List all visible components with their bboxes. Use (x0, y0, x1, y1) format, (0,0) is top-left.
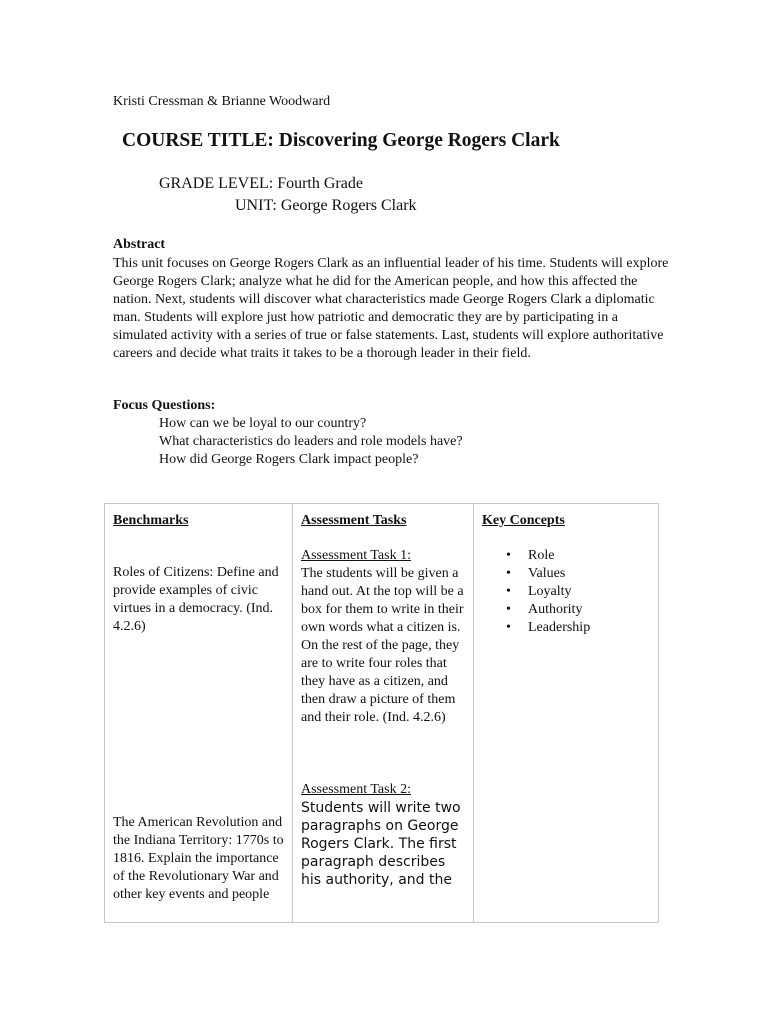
benchmarks-column (105, 504, 293, 923)
task-1-title: Assessment Task 1: (301, 548, 411, 563)
spacer (482, 530, 650, 547)
task-2-title: Assessment Task 2: (301, 782, 411, 797)
spacer (301, 727, 465, 781)
focus-question: What characteristics do leaders and role models have? (159, 434, 463, 449)
key-concept-item: • Authority (528, 601, 650, 619)
curriculum-table (104, 503, 659, 923)
focus-question: How did George Rogers Clark impact people? (159, 452, 419, 467)
table-row (105, 504, 659, 923)
focus-questions-list (159, 415, 463, 469)
benchmark-2: The American Revolution and the Indiana Territory: 1770s to 1816. Explain the importance of the Revolutionary War and other key events and people (113, 815, 284, 902)
authors: Kristi Cressman & Brianne Woodward (113, 94, 331, 109)
key-concept-item: • Leadership (528, 619, 650, 637)
task-1-body: The students will be given a hand out. At the top will be a box for them to write in their own words what a citizen is. On the rest of the page, they are to write four roles that they have as a citizen, and then draw a picture of them and their role. (Ind. 4.2.6) (301, 566, 464, 725)
spacer (113, 530, 284, 564)
course-title: COURSE TITLE: Discovering George Rogers Clark (122, 130, 560, 151)
task-2-body: Students will write two paragraphs on George Rogers Clark. The first paragraph describes his authority, and the (301, 800, 461, 888)
key-concepts-header: Key Concepts (482, 513, 565, 528)
key-concept-item: • Values (528, 565, 650, 583)
focus-questions-heading: Focus Questions: (113, 398, 216, 413)
key-concept-item: • Role (528, 547, 650, 565)
benchmark-1: Roles of Citizens: Define and provide examples of civic virtues in a democracy. (Ind. 4.2.6) (113, 565, 279, 634)
key-concept-item: • Loyalty (528, 583, 650, 601)
benchmarks-header: Benchmarks (113, 513, 189, 528)
grade-level: GRADE LEVEL: Fourth Grade (159, 175, 363, 192)
key-concepts-column (474, 504, 659, 923)
spacer (113, 636, 284, 814)
unit-name: UNIT: George Rogers Clark (235, 197, 417, 214)
assessment-tasks-column (293, 504, 474, 923)
spacer (301, 530, 465, 547)
assessment-tasks-header: Assessment Tasks (301, 513, 407, 528)
focus-question: How can we be loyal to our country? (159, 416, 367, 431)
abstract-body: This unit focuses on George Rogers Clark as an influential leader of his time. Students will explore George Rogers Clark; analyze what he did for the American people, and how this affected the nation. Next, students will discover what characteristics made George Rogers Clark a diplomatic man. Students will explore just how patriotic and democratic they are by participating in a simulated activity with a series of true or false statements. Last, students will explore authoritative careers and decide what traits it takes to be a thorough leader in their field. (113, 256, 669, 361)
abstract-heading: Abstract (113, 237, 166, 252)
key-concepts-list (482, 547, 650, 637)
